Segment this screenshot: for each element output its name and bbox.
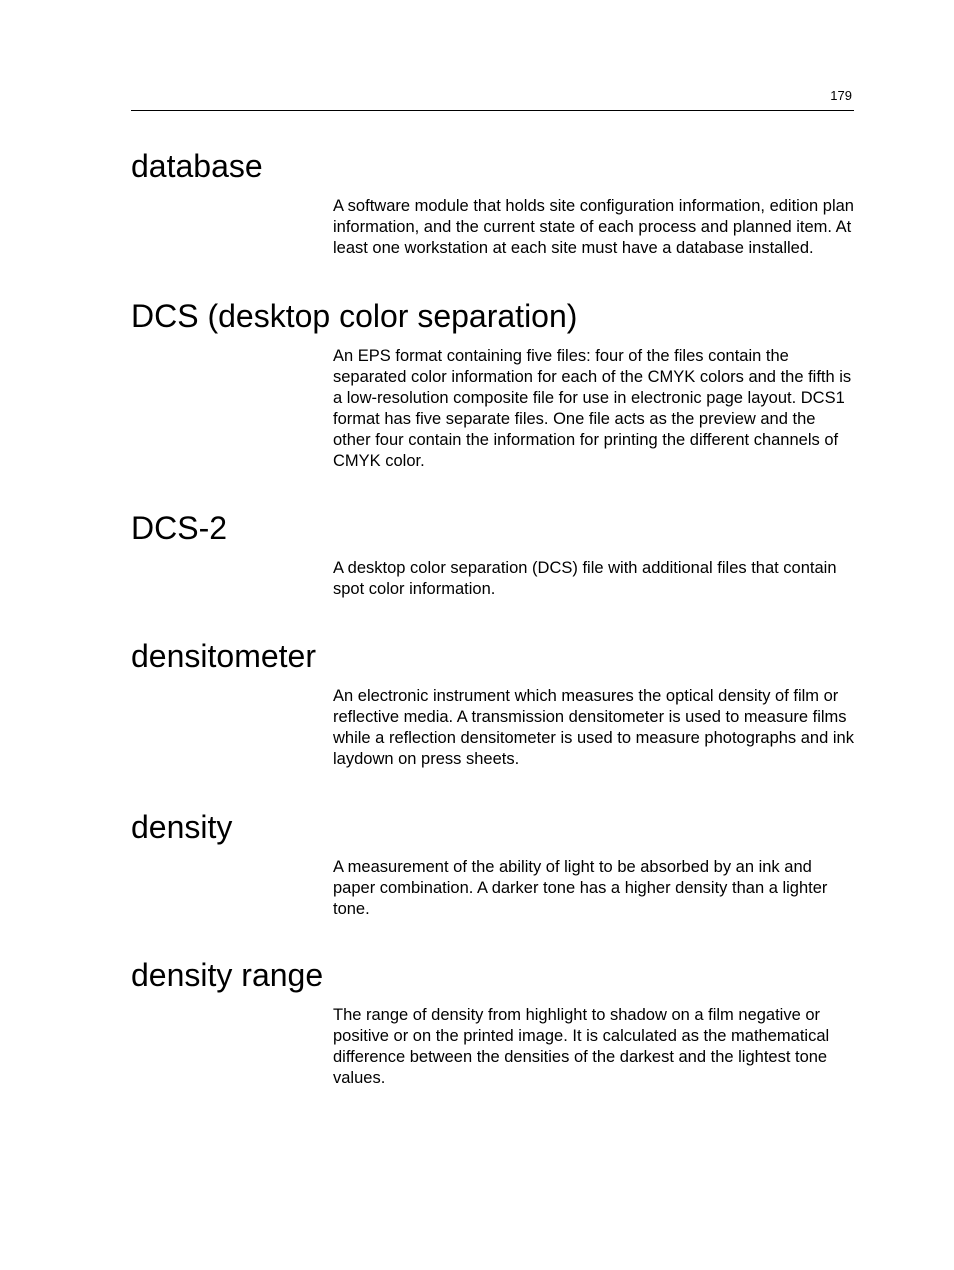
glossary-list bbox=[131, 146, 854, 1089]
glossary-term: densitometer bbox=[131, 638, 316, 674]
glossary-definition: An electronic instrument which measures the optical density of film or reflective media. A transmission densitometer is used to measure films while a reflection densitometer is used to measure photographs and ink laydown on press sheets. bbox=[333, 687, 854, 768]
glossary-definition: An EPS format containing five files: four of the files contain the separated color information for each of the CMYK colors and the fifth is a low-resolution composite file for use in electronic page layout. DCS1 format has five separate files. One file acts as the preview and the other four contain the information for printing the different channels of CMYK color. bbox=[333, 347, 852, 470]
header-divider bbox=[131, 110, 854, 111]
glossary-definition: A software module that holds site configuration information, edition plan information, and the current state of each process and planned item. At least one workstation at each site must have a database installed. bbox=[333, 197, 854, 257]
glossary-entry-dcs-2 bbox=[131, 508, 854, 600]
glossary-definition: The range of density from highlight to shadow on a film negative or positive or on the printed image. It is calculated as the mathematical difference between the densities of the darkest and the lightest tone values. bbox=[333, 1006, 830, 1087]
glossary-entry-densitometer bbox=[131, 636, 854, 770]
glossary-term: DCS (desktop color separation) bbox=[131, 298, 578, 334]
glossary-definition: A measurement of the ability of light to be absorbed by an ink and paper combination. A darker tone has a higher density than a lighter tone. bbox=[333, 858, 828, 918]
glossary-term: density range bbox=[131, 957, 324, 993]
glossary-entry-density bbox=[131, 807, 854, 920]
glossary-entry-database bbox=[131, 146, 854, 259]
glossary-term: database bbox=[131, 148, 263, 184]
glossary-entry-density-range bbox=[131, 955, 854, 1089]
page-number: 179 bbox=[830, 88, 852, 103]
glossary-term: DCS-2 bbox=[131, 510, 228, 546]
glossary-term: density bbox=[131, 809, 233, 845]
glossary-definition: A desktop color separation (DCS) file with additional files that contain spot color information. bbox=[333, 559, 837, 598]
glossary-entry-dcs bbox=[131, 296, 854, 472]
